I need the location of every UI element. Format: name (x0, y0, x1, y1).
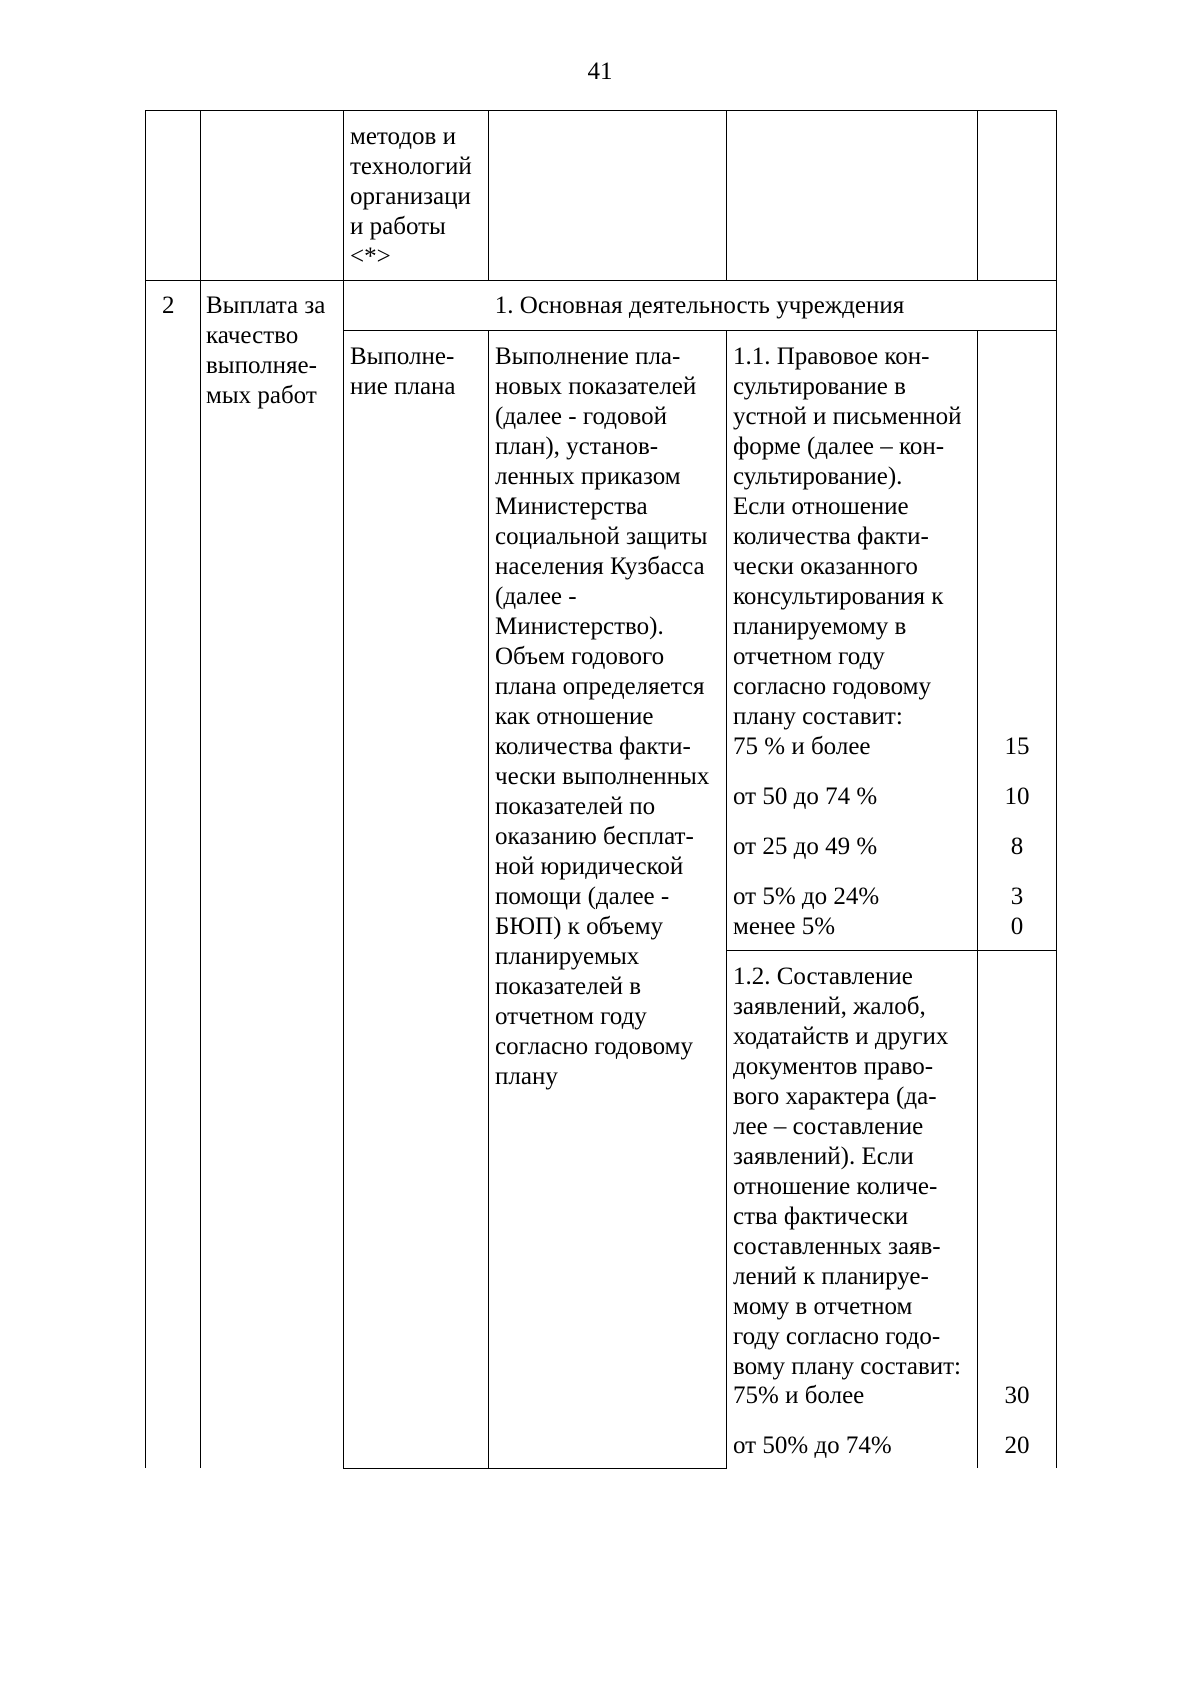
page-number: 41 (587, 58, 613, 85)
criterion-bottom-border (343, 1468, 726, 1469)
indicator-1-2-text: 1.2. Составление заявлений, жалоб, ходатайств и других документов право- вого характера (да- лее – составление заявлений). Если отношение количе- ства фактически составленных заяв- лений к планируе- мому в отчетном году согласно годо- вому плану составит: (733, 963, 962, 1380)
indicator-1-1-level-points: 3 (1010, 883, 1024, 910)
indicator-1-1-level-label: менее 5% (733, 913, 836, 940)
col-border-6 (1056, 110, 1057, 1468)
col-border-1 (200, 110, 201, 1468)
col-border-0 (145, 110, 146, 1468)
indicator-1-2-level-points: 20 (1004, 1432, 1030, 1459)
col-border-5-bottom (977, 330, 978, 1468)
row-number: 2 (162, 292, 175, 319)
criterion-description: Выполнение пла- новых показателей (далее - годовой план), установ- ленных приказом Министерства социальной защиты населения Кузбасса (далее - Министерство). Объем годового плана определяется как отношение количества факти- чески выполненных показателей по оказанию бесплат- ной юридической помощи (далее - БЮП) к объему планируемых показателей в отчетном году согласно годовому плану (495, 343, 710, 1090)
indicator-1-1-level-label: 75 % и более (733, 733, 871, 760)
col-border-4-top (726, 110, 727, 280)
col-border-3-top (488, 110, 489, 280)
indicator-1-1-level-points: 10 (1004, 783, 1030, 810)
row-divider (145, 280, 1056, 281)
indicator-1-2-level-points: 30 (1004, 1382, 1030, 1409)
col-border-3-bottom (488, 330, 489, 1469)
indicator-1-1-level-points: 0 (1010, 913, 1024, 940)
indicator-1-1-level-points: 8 (1010, 833, 1024, 860)
indicator-1-1-level-label: от 50 до 74 % (733, 783, 878, 810)
section-header-divider (343, 330, 1056, 331)
col-border-4-bottom (726, 330, 727, 1469)
col-border-5-top (977, 110, 978, 280)
indicator-1-1-text: 1.1. Правовое кон- сультирование в устной и письменной форме (далее – кон- сультирование). Если отношение количества факти- чески оказанного консультирования к планируемому в отчетном году согласно годовому плану составит: (733, 343, 962, 730)
payment-name: Выплата за качество выполняе- мых работ (206, 292, 326, 409)
indicator-1-1-level-label: от 25 до 49 % (733, 833, 878, 860)
indicator-1-1-level-label: от 5% до 24% (733, 883, 880, 910)
indicator-1-1-level-points: 15 (1004, 733, 1030, 760)
table-top-border (145, 110, 1056, 111)
indicator-1-2-level-label: от 50% до 74% (733, 1432, 892, 1459)
indicator-divider (726, 950, 1056, 951)
continued-criterion-text: методов и технологий организаци и работы <*> (350, 123, 472, 270)
indicator-1-2-level-label: 75% и более (733, 1382, 865, 1409)
section-header: 1. Основная деятельность учреждения (494, 292, 905, 319)
criterion-name: Выполне- ние плана (350, 343, 456, 400)
